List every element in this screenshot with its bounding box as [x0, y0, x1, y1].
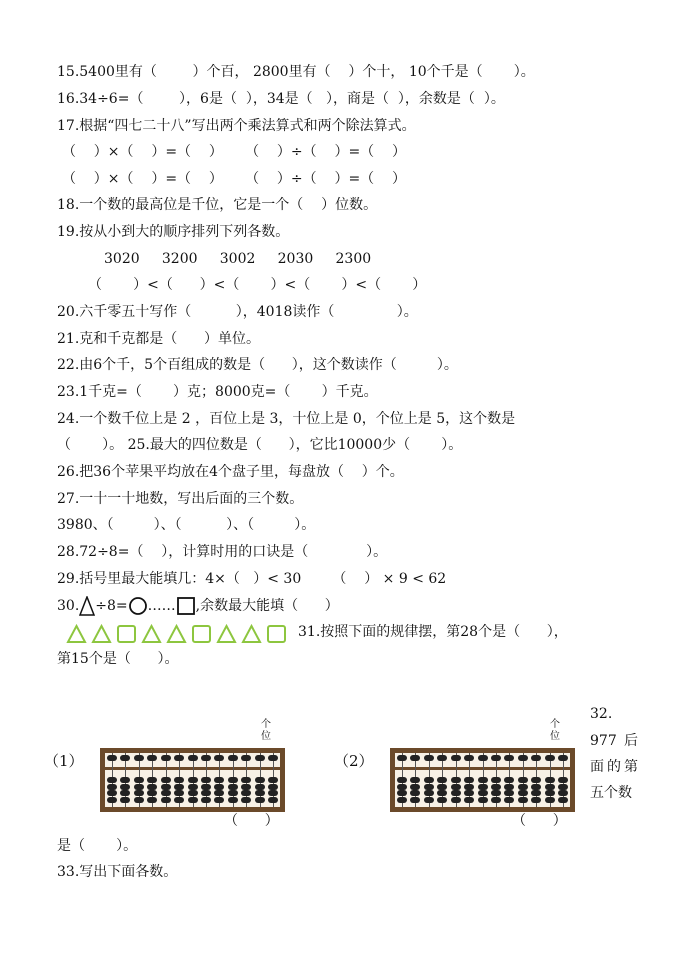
abacus-bead — [107, 790, 117, 796]
abacus-bead — [491, 790, 501, 796]
abacus-bead — [464, 777, 474, 783]
abacus-bead — [504, 797, 514, 803]
abacus-bead — [188, 790, 198, 796]
abacus-bead — [147, 790, 157, 796]
abacus-bead — [201, 777, 211, 783]
abacus-bead — [478, 777, 488, 783]
q32-text: 977后面的第五个数 — [590, 733, 638, 801]
abacus-bead — [424, 784, 434, 790]
pattern-triangle-icon — [91, 624, 112, 644]
q31a: 31.按照下面的规律摆，第28个是（ ）， — [298, 624, 568, 640]
abacus-bead — [531, 777, 541, 783]
abacus-1 — [100, 748, 285, 812]
abacus-bead — [410, 790, 420, 796]
abacus-bead — [161, 797, 171, 803]
abacus-bead — [518, 755, 528, 761]
abacus-bead — [451, 784, 461, 790]
pattern-triangle-icon — [216, 624, 237, 644]
abacus-bead — [201, 790, 211, 796]
abacus-bead — [464, 784, 474, 790]
abacus-bead — [491, 755, 501, 761]
abacus-bead — [397, 790, 407, 796]
abacus-bead — [214, 790, 224, 796]
abacus-bead — [201, 755, 211, 761]
abacus-bead — [464, 755, 474, 761]
abacus-bead — [437, 777, 447, 783]
abacus-bead — [491, 797, 501, 803]
q26: 26.把36个苹果平均放在4个盘子里，每盘放（ ）个。 — [57, 464, 404, 480]
abacus-bead — [397, 755, 407, 761]
abacus-bead — [504, 784, 514, 790]
q15: 15.5400里有（ ）个百， 2800里有（ ）个十， 10个千是（ ）。 — [57, 64, 535, 80]
abacus-bead — [268, 755, 278, 761]
abacus-bead — [255, 797, 265, 803]
abacus-bead — [107, 784, 117, 790]
abacus-bead — [134, 777, 144, 783]
abacus-bead — [228, 797, 238, 803]
q28: 28.72÷8=（ ），计算时用的口诀是（ ）。 — [57, 544, 388, 560]
abacus-bead — [504, 755, 514, 761]
abacus-bead — [161, 784, 171, 790]
abacus-bead — [255, 784, 265, 790]
q30-dots: …… — [147, 598, 176, 614]
abacus-bead — [451, 777, 461, 783]
abacus-bead — [147, 797, 157, 803]
abacus-bead — [268, 784, 278, 790]
q31b: 第15个是（ ）。 — [57, 651, 179, 667]
q23: 23.1千克=（ ）克；8000克=（ ）千克。 — [57, 384, 378, 400]
abacus-bead — [558, 755, 568, 761]
q19-blanks: （ ）<（ ）<（ ）<（ ）<（ ） — [88, 277, 427, 293]
abacus-bead — [410, 797, 420, 803]
abacus-bead — [558, 777, 568, 783]
abacus-bead — [437, 784, 447, 790]
q29: 29.括号里最大能填几：4×（ ）< 30 （ ） × 9 < 62 — [57, 571, 447, 587]
pattern-triangle-icon — [66, 624, 87, 644]
abacus-1-label: （1） — [44, 752, 84, 770]
abacus-bead — [161, 755, 171, 761]
abacus-bead — [228, 755, 238, 761]
abacus-bead — [478, 784, 488, 790]
abacus-bead — [424, 777, 434, 783]
abacus-2-answer: （ ） — [512, 813, 567, 829]
q17-row1: （ ）×（ ）=（ ） （ ）÷（ ）=（ ） — [62, 144, 406, 160]
abacus-2-place-label: 个位 — [550, 719, 560, 742]
abacus-bead — [107, 777, 117, 783]
abacus-bead — [531, 755, 541, 761]
abacus-bead — [545, 777, 555, 783]
abacus-bead — [410, 777, 420, 783]
abacus-bead — [518, 777, 528, 783]
q24a: 24.一个数千位上是 2 ，百位上是 3，十位上是 0，个位上是 5，这个数是 — [57, 411, 516, 427]
pattern-square-icon — [191, 624, 212, 644]
abacus-1-place-label: 个位 — [261, 719, 271, 742]
abacus-bead — [268, 790, 278, 796]
triangle-icon — [79, 596, 95, 616]
abacus-bead — [478, 755, 488, 761]
shape-pattern — [66, 624, 287, 644]
abacus-bead — [491, 784, 501, 790]
abacus-bead — [161, 777, 171, 783]
abacus-bead — [558, 797, 568, 803]
abacus-bead — [437, 790, 447, 796]
abacus-bead — [241, 790, 251, 796]
abacus-bead — [174, 790, 184, 796]
abacus-bead — [255, 790, 265, 796]
circle-icon — [128, 596, 148, 616]
q27: 27.一十一十地数，写出后面的三个数。 — [57, 491, 304, 507]
abacus-bead — [397, 784, 407, 790]
abacus-bead — [518, 797, 528, 803]
q16: 16.34÷6=（ ），6是（ ），34是（ ），商是（ ），余数是（ ）。 — [57, 91, 505, 107]
q20: 20.六千零五十写作（ ），4018读作（ ）。 — [57, 304, 418, 320]
abacus-bead — [120, 797, 130, 803]
abacus-bead — [545, 784, 555, 790]
abacus-bead — [147, 755, 157, 761]
pattern-triangle-icon — [166, 624, 187, 644]
q17: 17.根据“四七二十八”写出两个乘法算式和两个除法算式。 — [57, 118, 416, 134]
abacus-bead — [188, 755, 198, 761]
abacus-bead — [478, 790, 488, 796]
q22: 22.由6个千，5个百组成的数是（ ），这个数读作（ ）。 — [57, 357, 458, 373]
abacus-2 — [390, 748, 575, 812]
abacus-bead — [268, 777, 278, 783]
abacus-bead — [255, 755, 265, 761]
abacus-bead — [174, 784, 184, 790]
abacus-bead — [451, 797, 461, 803]
abacus-bead — [424, 755, 434, 761]
abacus-bead — [161, 790, 171, 796]
abacus-bead — [188, 784, 198, 790]
abacus-bead — [437, 755, 447, 761]
q30-end: ,余数最大能填（ ） — [195, 598, 339, 614]
pattern-triangle-icon — [241, 624, 262, 644]
q30-number: 30. — [57, 598, 80, 614]
abacus-bead — [228, 777, 238, 783]
q24b: （ ）。 25.最大的四位数是（ ），它比10000少（ ）。 — [57, 437, 463, 453]
abacus-bead — [545, 755, 555, 761]
abacus-bead — [437, 797, 447, 803]
abacus-bead — [241, 777, 251, 783]
abacus-bead — [531, 790, 541, 796]
abacus-bead — [545, 790, 555, 796]
abacus-bead — [228, 784, 238, 790]
abacus-bead — [214, 777, 224, 783]
abacus-bead — [214, 784, 224, 790]
abacus-bead — [214, 797, 224, 803]
abacus-bead — [424, 790, 434, 796]
pattern-square-icon — [266, 624, 287, 644]
abacus-bead — [451, 755, 461, 761]
q19-nums: 3020 3200 3002 2030 2300 — [104, 251, 372, 267]
abacus-bead — [504, 790, 514, 796]
abacus-bead — [531, 784, 541, 790]
abacus-bead — [120, 777, 130, 783]
q21: 21.克和千克都是（ ）单位。 — [57, 331, 260, 347]
abacus-bead — [424, 797, 434, 803]
abacus-bead — [120, 755, 130, 761]
abacus-bead — [478, 797, 488, 803]
q27b: 3980、（ ）、（ ）、（ ）。 — [57, 517, 316, 533]
abacus-bead — [188, 777, 198, 783]
abacus-bead — [518, 784, 528, 790]
abacus-bead — [147, 777, 157, 783]
abacus-2-label: （2） — [334, 752, 374, 770]
abacus-bead — [228, 790, 238, 796]
square-icon — [176, 596, 196, 616]
abacus-bead — [120, 790, 130, 796]
abacus-bead — [518, 790, 528, 796]
abacus-1-answer: （ ） — [224, 813, 279, 829]
abacus-bead — [451, 790, 461, 796]
abacus-bead — [255, 777, 265, 783]
abacus-bead — [201, 784, 211, 790]
abacus-bead — [558, 784, 568, 790]
pattern-square-icon — [116, 624, 137, 644]
abacus-bead — [107, 797, 117, 803]
q32-number: 32. — [590, 706, 613, 722]
abacus-bead — [397, 777, 407, 783]
abacus-bead — [491, 777, 501, 783]
abacus-bead — [134, 755, 144, 761]
abacus-bead — [134, 790, 144, 796]
q18: 18.一个数的最高位是千位，它是一个（ ）位数。 — [57, 197, 378, 213]
q19: 19.按从小到大的顺序排列下列各数。 — [57, 224, 290, 240]
abacus-bead — [134, 797, 144, 803]
abacus-bead — [558, 790, 568, 796]
abacus-bead — [410, 755, 420, 761]
abacus-bead — [397, 797, 407, 803]
abacus-bead — [241, 784, 251, 790]
abacus-bead — [107, 755, 117, 761]
abacus-bead — [268, 797, 278, 803]
pattern-triangle-icon — [141, 624, 162, 644]
abacus-bead — [174, 755, 184, 761]
abacus-bead — [504, 777, 514, 783]
q30-divide: ÷8= — [95, 598, 128, 614]
abacus-bead — [201, 797, 211, 803]
q33: 33.写出下面各数。 — [57, 864, 178, 880]
abacus-bead — [464, 790, 474, 796]
abacus-bead — [214, 755, 224, 761]
abacus-bead — [174, 777, 184, 783]
abacus-bead — [464, 797, 474, 803]
q32-tail: 是（ ）。 — [57, 838, 138, 854]
abacus-bead — [531, 797, 541, 803]
abacus-bead — [241, 797, 251, 803]
abacus-bead — [134, 784, 144, 790]
abacus-bead — [188, 797, 198, 803]
abacus-bead — [147, 784, 157, 790]
abacus-bead — [174, 797, 184, 803]
abacus-bead — [241, 755, 251, 761]
q30 — [57, 596, 339, 616]
abacus-bead — [120, 784, 130, 790]
q17-row2: （ ）×（ ）=（ ） （ ）÷（ ）=（ ） — [62, 171, 406, 187]
abacus-bead — [545, 797, 555, 803]
abacus-bead — [410, 784, 420, 790]
